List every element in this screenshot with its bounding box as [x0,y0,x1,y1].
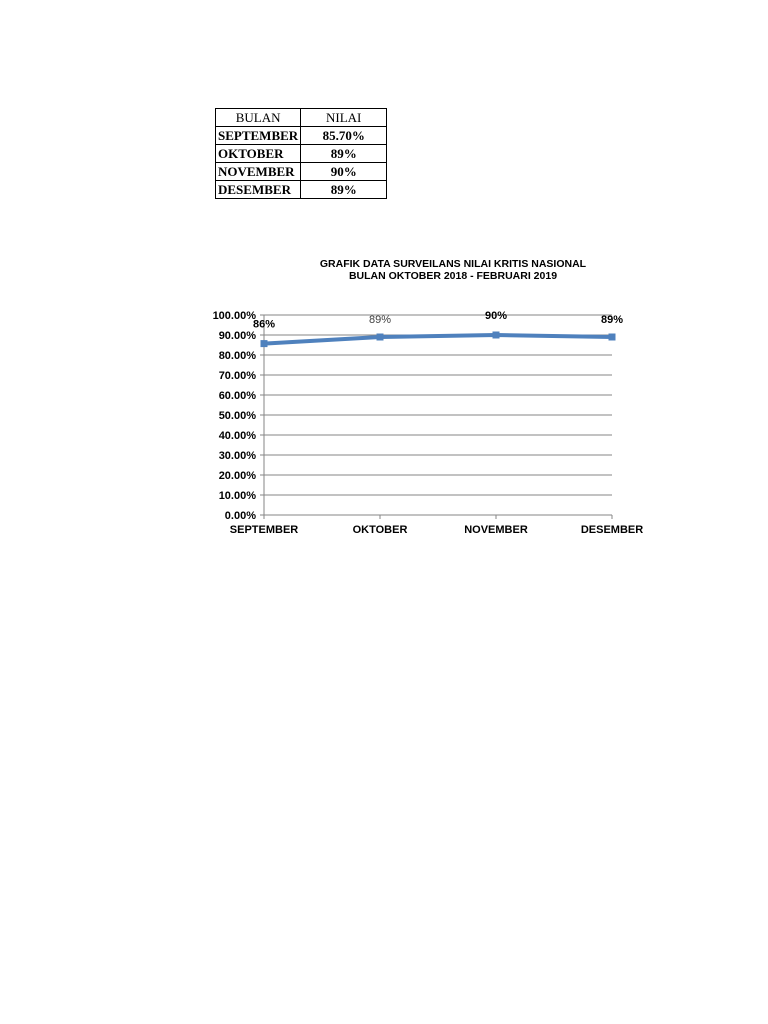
x-tick-label: DESEMBER [580,524,644,536]
data-label: 86% [252,318,276,331]
data-point-marker [493,332,500,339]
y-axis-ticks [213,310,264,522]
header-bulan: BULAN [216,109,301,127]
data-label: 90% [484,310,508,322]
chart-title: GRAFIK DATA SURVEILANS NILAI KRITIS NASIONAL [319,258,587,270]
cell-nilai: 89% [301,145,387,163]
y-tick-label: 20.00% [218,470,256,482]
chart-subtitle: BULAN OKTOBER 2018 - FEBRUARI 2019 [348,270,558,282]
y-tick-label: 60.00% [218,390,256,402]
x-tick-label: SEPTEMBER [229,524,299,536]
data-labels [253,310,623,331]
data-label: 89% [600,314,624,326]
cell-bulan: NOVEMBER [216,163,301,181]
y-tick-label: 40.00% [218,430,256,442]
cell-nilai: 90% [301,163,387,181]
y-tick-label: 10.00% [218,490,256,502]
y-tick-label: 100.00% [212,310,256,322]
y-tick-label: 50.00% [218,410,256,422]
x-tick-label: OKTOBER [352,524,408,536]
cell-bulan: OKTOBER [216,145,301,163]
data-label: 89% [368,314,392,326]
data-point-marker [609,334,616,341]
y-tick-label: 80.00% [218,350,256,362]
x-tick-label: NOVEMBER [464,524,528,536]
cell-bulan: DESEMBER [216,181,301,199]
data-point-marker [377,334,384,341]
cell-nilai: 89% [301,181,387,199]
cell-nilai: 85.70% [301,127,387,145]
data-point-marker [261,340,268,347]
y-tick-label: 90.00% [218,330,256,342]
series-line [261,332,616,348]
y-tick-label: 30.00% [218,450,256,462]
y-tick-label: 0.00% [224,510,256,522]
y-tick-label: 70.00% [218,370,256,382]
cell-bulan: SEPTEMBER [216,127,301,145]
x-axis-ticks [230,515,643,536]
grid-lines [264,315,612,515]
header-nilai: NILAI [301,109,387,127]
series-line-path [264,335,612,344]
